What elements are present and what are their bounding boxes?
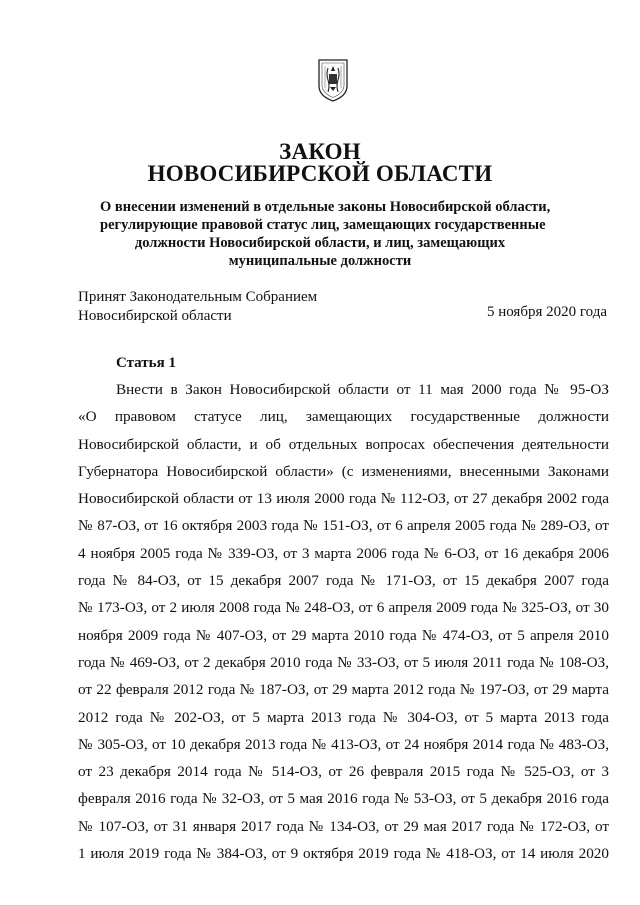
- coat-of-arms-icon: [316, 58, 350, 102]
- adopted-by-line: Принят Законодательным Собранием: [78, 289, 318, 305]
- subtitle-line: регулирующие правовой статус лиц, замещающих государственные: [100, 217, 546, 233]
- body-line: № 107-ОЗ, от 31 января 2017 года № 134-ОЗ, от 29 мая 2017 года № 172-ОЗ, от: [78, 817, 609, 835]
- adoption-info: [78, 288, 317, 326]
- article-body: [78, 376, 609, 867]
- body-line: ноября 2009 года № 407-ОЗ, от 29 марта 2010 года № 474-ОЗ, от 5 апреля 2010: [78, 626, 609, 644]
- subtitle-line: муниципальные должности: [228, 253, 412, 269]
- adopted-region-line: Новосибирской области: [78, 308, 232, 324]
- body-line: 4 ноября 2005 года № 339-ОЗ, от 3 марта 2006 года № 6-ОЗ, от 16 декабря 2006: [78, 544, 609, 562]
- body-line: Губернатора Новосибирской области» (с изменениями, внесенными Законами: [78, 462, 609, 480]
- body-line: 1 июля 2019 года № 384-ОЗ, от 9 октября 2019 года № 418-ОЗ, от 14 июля 2020: [78, 845, 609, 863]
- adoption-date: 5 ноября 2020 года: [486, 304, 607, 320]
- body-line: Внести в Закон Новосибирской области от 11 мая 2000 года № 95-ОЗ: [116, 381, 609, 398]
- body-line: № 305-ОЗ, от 10 декабря 2013 года № 413-ОЗ, от 24 ноября 2014 года № 483-ОЗ,: [78, 735, 609, 753]
- body-line: от 22 февраля 2012 года № 187-ОЗ, от 29 марта 2012 года № 197-ОЗ, от 29 марта: [78, 681, 609, 699]
- document-subtitle: [100, 198, 551, 270]
- article-title: Статья 1: [116, 355, 176, 371]
- body-line: № 173-ОЗ, от 2 июля 2008 года № 248-ОЗ, от 6 апреля 2009 года № 325-ОЗ, от 30: [78, 599, 609, 617]
- subtitle-line: О внесении изменений в отдельные законы Новосибирской области,: [100, 199, 551, 215]
- body-line: 2012 года № 202-ОЗ, от 5 марта 2013 года № 304-ОЗ, от 5 марта 2013 года: [78, 708, 609, 726]
- body-line: Новосибирской области от 13 июля 2000 года № 112-ОЗ, от 27 декабря 2002 года: [78, 490, 609, 508]
- body-line: года № 84-ОЗ, от 15 декабря 2007 года № 171-ОЗ, от 15 декабря 2007 года: [78, 572, 609, 590]
- body-line: № 87-ОЗ, от 16 октября 2003 года № 151-ОЗ, от 6 апреля 2005 года № 289-ОЗ, от: [78, 517, 609, 535]
- body-line: февраля 2016 года № 32-ОЗ, от 5 мая 2016 года № 53-ОЗ, от 5 декабря 2016 года: [78, 790, 609, 808]
- body-line: Новосибирской области, и об отдельных вопросах обеспечения деятельности: [78, 435, 609, 453]
- document-title-region: НОВОСИБИРСКОЙ ОБЛАСТИ: [147, 161, 493, 186]
- body-line: года № 469-ОЗ, от 2 декабря 2010 года № 33-ОЗ, от 5 июля 2011 года № 108-ОЗ,: [78, 653, 609, 671]
- document-title-law: ЗАКОН: [279, 139, 361, 164]
- body-line: «О правовом статусе лиц, замещающих государственные должности: [78, 408, 609, 426]
- subtitle-line: должности Новосибирской области, и лиц, замещающих: [134, 235, 506, 251]
- body-line: от 23 декабря 2014 года № 514-ОЗ, от 26 февраля 2015 года № 525-ОЗ, от 3: [78, 763, 609, 781]
